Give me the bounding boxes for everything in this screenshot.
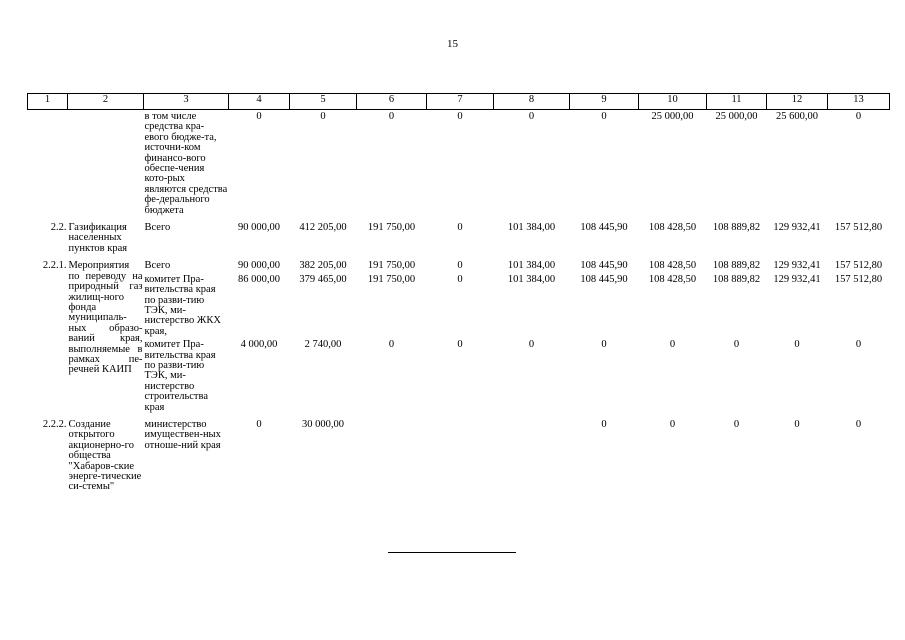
funding-source: министерство имуществен-ных отноше-ний края bbox=[144, 418, 221, 451]
table-row bbox=[28, 110, 890, 218]
value-cell: 0 bbox=[794, 339, 800, 351]
value-cell: 382 205,00 bbox=[299, 260, 347, 272]
value-cell: 30 000,00 bbox=[302, 418, 344, 430]
footer-divider bbox=[388, 552, 516, 553]
header-cell: 2 bbox=[68, 94, 144, 110]
value-cell: 0 bbox=[601, 111, 607, 122]
value-cell: 0 bbox=[457, 222, 463, 234]
value-cell: 0 bbox=[733, 339, 740, 351]
header-cell: 12 bbox=[767, 94, 828, 110]
value-cell: 0 bbox=[256, 111, 262, 122]
value-cell: 0 bbox=[457, 339, 463, 351]
value-cell: 0 bbox=[388, 339, 395, 351]
header-cell: 13 bbox=[828, 94, 890, 110]
funding-source: комитет Пра-вительства края по разви-тию ТЭК, ми-нистерство ЖКХ края, bbox=[144, 273, 221, 337]
value-cell: 412 205,00 bbox=[299, 222, 347, 234]
value-cell: 108 445,90 bbox=[580, 222, 628, 234]
header-cell: 7 bbox=[427, 94, 494, 110]
value-cell: 0 bbox=[256, 418, 262, 430]
row-title bbox=[68, 110, 144, 218]
value-cell: 0 bbox=[528, 111, 535, 122]
table-row bbox=[28, 338, 890, 414]
value-cell: 4 000,00 bbox=[240, 339, 278, 351]
header-row bbox=[28, 94, 890, 110]
value-cell: 108 445,90 bbox=[580, 273, 628, 285]
value-cell: 157 512,80 bbox=[834, 273, 883, 285]
row-number: 2.2. bbox=[50, 222, 67, 234]
value-cell: 0 bbox=[388, 111, 395, 122]
header-cell: 3 bbox=[144, 94, 229, 110]
value-cell: 0 bbox=[320, 111, 326, 122]
header-cell: 11 bbox=[707, 94, 767, 110]
value-cell: 0 bbox=[855, 418, 862, 430]
row-number bbox=[28, 110, 68, 218]
table-row bbox=[28, 273, 890, 338]
header-cell: 8 bbox=[494, 94, 570, 110]
value-cell bbox=[427, 414, 494, 494]
value-cell: 108 445,90 bbox=[580, 260, 628, 272]
row-title: Мероприятия по переводу на природный газ жилищ-ного фонда муниципаль-ных образо-ваний края, выполняемые в рамках пе-речней КАИП bbox=[68, 260, 143, 376]
row-title: Газификация населенных пунктов края bbox=[68, 222, 128, 254]
funding-source: Всего bbox=[144, 260, 171, 272]
value-cell: 108 428,50 bbox=[648, 222, 697, 234]
value-cell: 129 932,41 bbox=[773, 260, 821, 272]
value-cell: 108 428,50 bbox=[648, 260, 697, 272]
value-cell: 157 512,80 bbox=[834, 260, 883, 272]
row-number: 2.2.1. bbox=[42, 260, 67, 272]
value-cell bbox=[494, 414, 570, 494]
value-cell: 379 465,00 bbox=[299, 273, 347, 285]
budget-table bbox=[27, 93, 890, 494]
value-cell: 25 600,00 bbox=[776, 111, 818, 122]
value-cell: 108 889,82 bbox=[712, 222, 761, 234]
value-cell: 90 000,00 bbox=[238, 260, 280, 272]
value-cell: 0 bbox=[528, 339, 535, 351]
value-cell bbox=[357, 414, 427, 494]
value-cell: 0 bbox=[855, 111, 862, 122]
funding-source: Всего bbox=[144, 222, 171, 234]
page-number: 15 bbox=[447, 38, 458, 50]
value-cell: 25 000,00 bbox=[651, 111, 694, 122]
value-cell: 0 bbox=[855, 339, 862, 351]
value-cell: 101 384,00 bbox=[507, 260, 556, 272]
row-title: Создание открытого акционерно-го общества "Хабаров-ские энерге-тические си-стемы" bbox=[68, 418, 142, 493]
value-cell: 108 889,82 bbox=[712, 260, 761, 272]
funding-source: комитет Пра-вительства края по разви-тию ТЭК, ми-нистерство строительства края bbox=[144, 339, 216, 413]
table-row bbox=[28, 414, 890, 494]
table-row bbox=[28, 255, 890, 272]
value-cell: 129 932,41 bbox=[773, 273, 821, 285]
value-cell: 0 bbox=[794, 418, 800, 430]
header-cell: 6 bbox=[357, 94, 427, 110]
value-cell: 108 889,82 bbox=[712, 273, 761, 285]
value-cell: 0 bbox=[601, 418, 607, 430]
value-cell: 90 000,00 bbox=[238, 222, 280, 234]
header-cell: 1 bbox=[28, 94, 68, 110]
header-cell: 10 bbox=[639, 94, 707, 110]
value-cell: 0 bbox=[669, 339, 676, 351]
value-cell: 157 512,80 bbox=[834, 222, 883, 234]
header-cell: 5 bbox=[290, 94, 357, 110]
table-row bbox=[28, 217, 890, 255]
value-cell: 101 384,00 bbox=[507, 222, 556, 234]
value-cell: 0 bbox=[457, 260, 463, 272]
value-cell: 101 384,00 bbox=[507, 273, 556, 285]
value-cell: 108 428,50 bbox=[648, 273, 697, 285]
value-cell: 0 bbox=[733, 418, 740, 430]
value-cell: 25 000,00 bbox=[715, 111, 758, 122]
funding-source: в том числе средства кра-евого бюдже-та, источни-ком финансо-вого обеспе-чения кото-рых являются средства фе-дерального бюджета bbox=[144, 111, 228, 216]
value-cell: 191 750,00 bbox=[367, 273, 416, 285]
value-cell: 129 932,41 bbox=[773, 222, 821, 234]
value-cell: 86 000,00 bbox=[238, 273, 280, 285]
value-cell: 2 740,00 bbox=[304, 339, 342, 351]
header-cell: 4 bbox=[229, 94, 290, 110]
value-cell: 0 bbox=[457, 111, 463, 122]
value-cell: 191 750,00 bbox=[367, 260, 416, 272]
value-cell: 0 bbox=[669, 418, 676, 430]
value-cell: 0 bbox=[457, 273, 463, 285]
row-number: 2.2.2. bbox=[42, 418, 67, 430]
value-cell: 0 bbox=[601, 339, 607, 351]
header-cell: 9 bbox=[570, 94, 639, 110]
value-cell: 191 750,00 bbox=[367, 222, 416, 234]
